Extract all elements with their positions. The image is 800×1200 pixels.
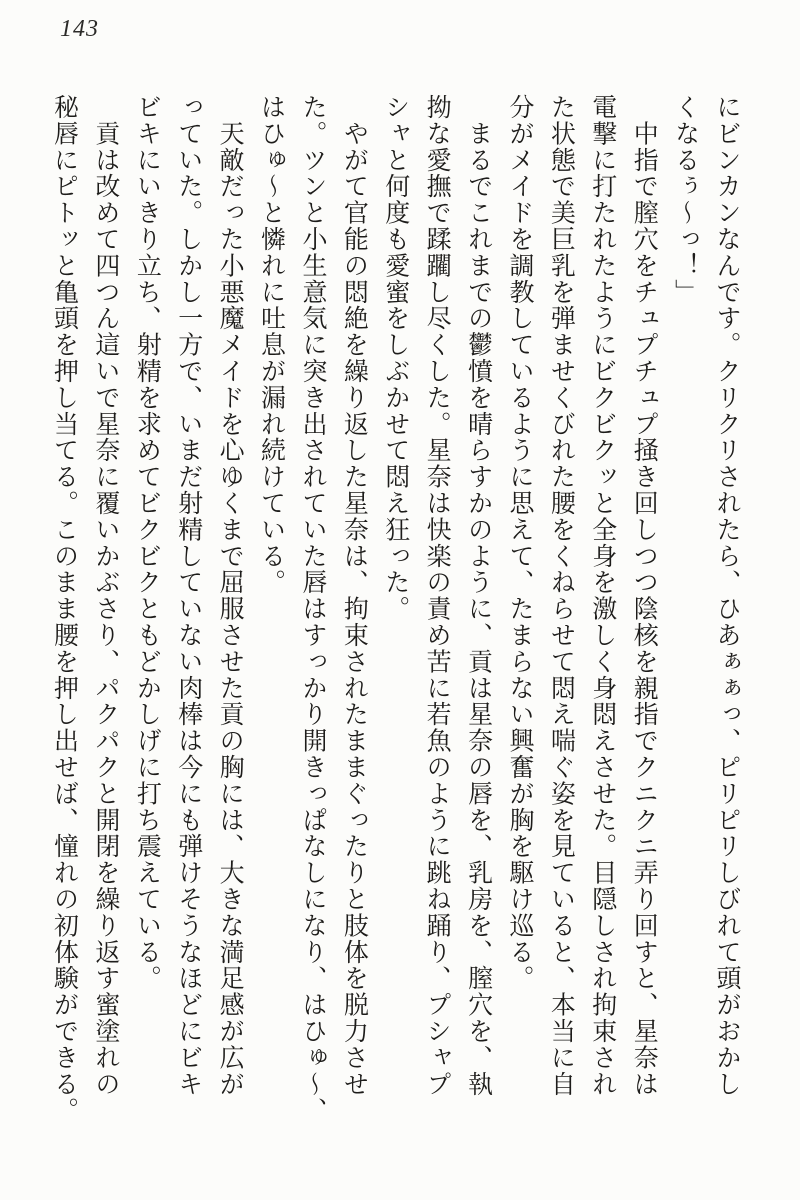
- text-column: 秘唇にピトッと亀頭を押し当てる。このまま腰を押し出せば、憧れの初体験ができる。: [50, 94, 80, 1124]
- text-column: 天敵だった小悪魔メイドを心ゆくまで屈服させた貢の胸には、大きな満足感が広が: [216, 94, 246, 1098]
- text-column: た。ツンと小生意気に突き出されていた唇はすっかり開きっぱなしになり、はひゅ～、: [298, 94, 328, 1124]
- text-column: はひゅ～と憐れに吐息が漏れ続けている。: [257, 94, 287, 596]
- text-column: 貢は改めて四つん這いで星奈に覆いかぶさり、パクパクと開閉を繰り返す蜜塗れの: [91, 94, 121, 1098]
- text-column: まるでこれまでの鬱憤を晴らすかのように、貢は星奈の唇を、乳房を、膣穴を、執: [464, 94, 494, 1098]
- text-column: にビンカンなんです。クリクリされたら、ひあぁぁっ、ピリピリしびれて頭がおかし: [713, 94, 742, 1098]
- text-column: 分がメイドを調教しているように思えて、たまらない興奮が胸を駆け巡る。: [505, 94, 535, 992]
- text-column: っていた。しかし一方で、いまだ射精していない肉棒は今にも弾けそうなほどにビキ: [174, 94, 204, 1098]
- text-column: ビキにいきり立ち、射精を求めてビクビクともどかしげに打ち震えている。: [133, 94, 163, 992]
- text-column: た状態で美巨乳を弾ませくびれた腰をくねらせて悶え喘ぐ姿を見ていると、本当に自: [547, 94, 577, 1098]
- text-column: シャと何度も愛蜜をしぶかせて悶え狂った。: [381, 94, 411, 622]
- text-column: 電撃に打たれたようにビクビクッと全身を激しく身悶えさせた。目隠しされ拘束され: [588, 94, 618, 1098]
- text-column: くなるぅ～っ！」: [671, 94, 701, 306]
- body-text: [44, 94, 748, 1124]
- text-column: 中指で膣穴をチュプチュプ掻き回しつつ陰核を親指でクニクニ弄り回すと、星奈は: [630, 94, 660, 1098]
- text-column: 拗な愛撫で蹂躙し尽くした。星奈は快楽の責め苦に若魚のように跳ね踊り、プシャプ: [423, 94, 453, 1098]
- page-number: 143: [60, 16, 99, 42]
- text-column: やがて官能の悶絶を繰り返した星奈は、拘束されたままぐったりと肢体を脱力させ: [340, 94, 370, 1098]
